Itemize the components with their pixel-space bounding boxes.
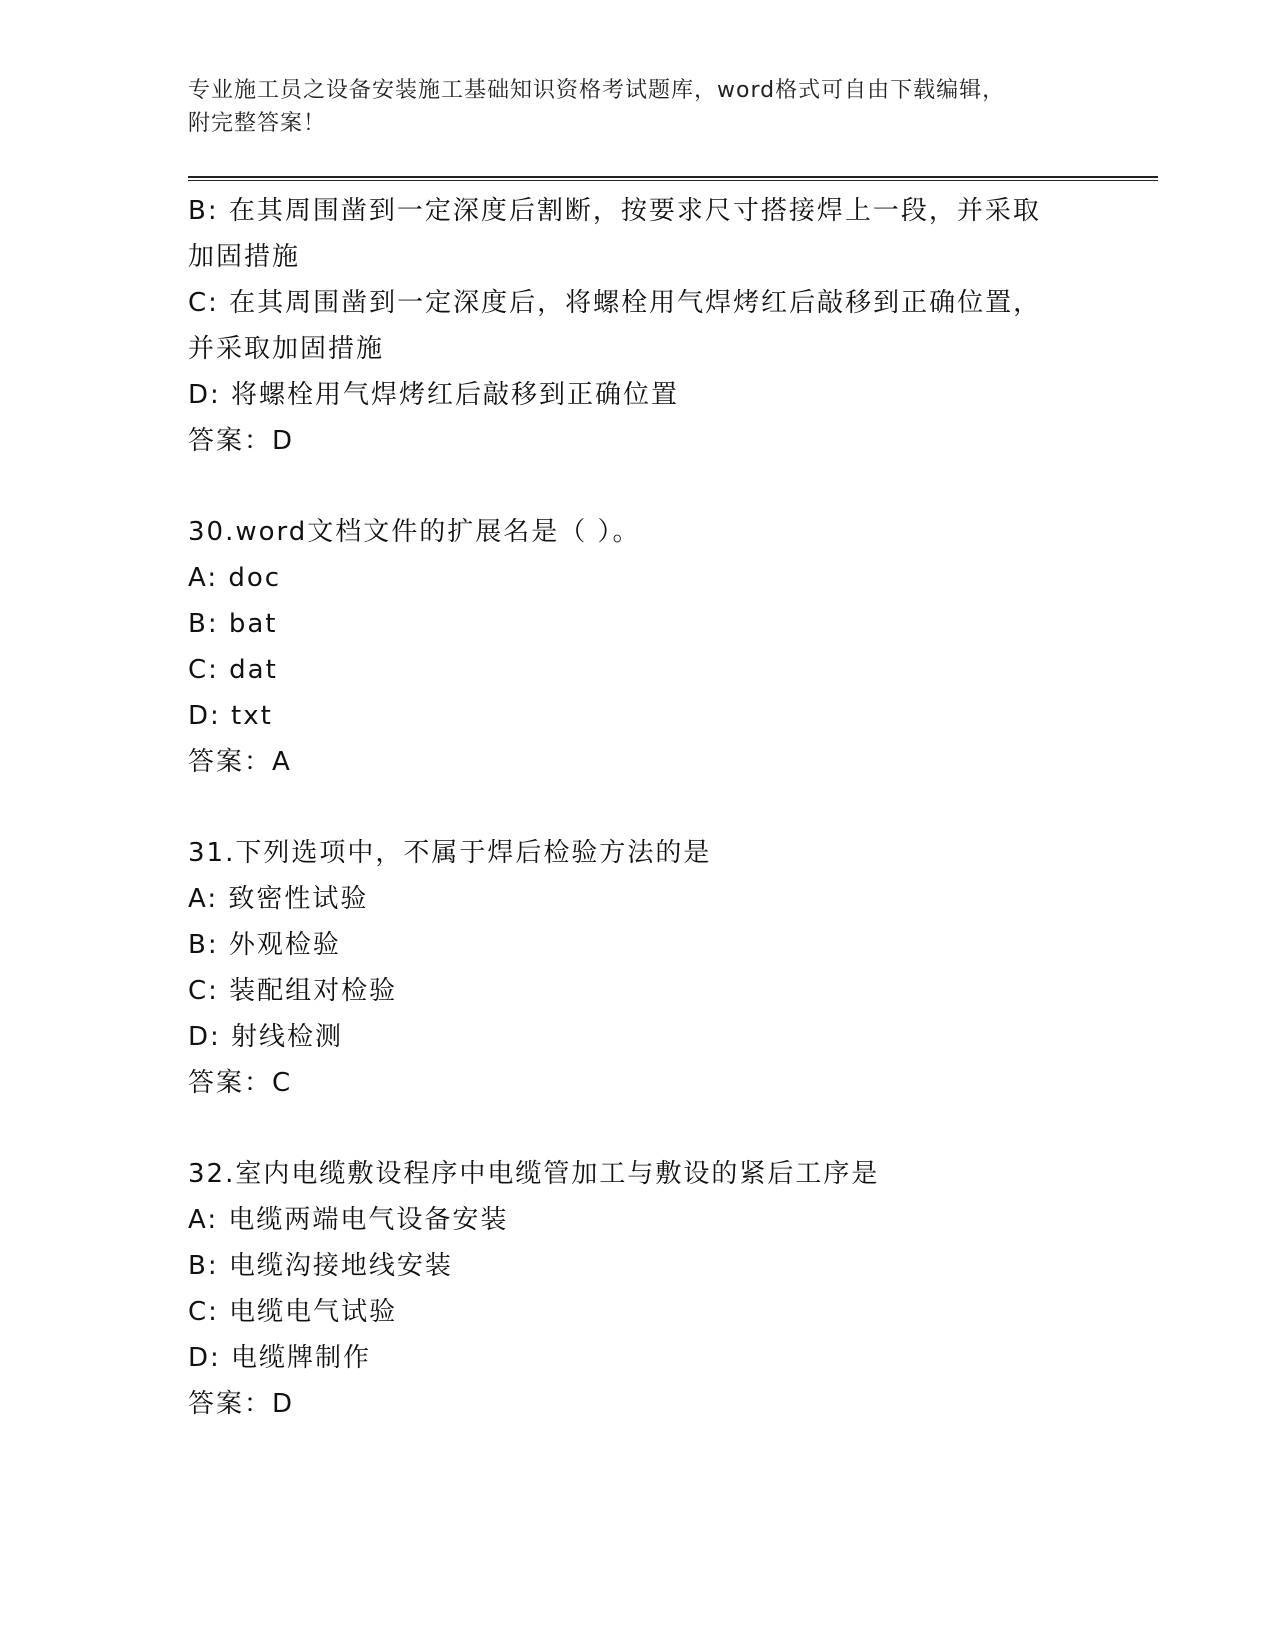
option-b-line-1: B: 在其周围凿到一定深度后割断，按要求尺寸搭接焊上一段，并采取 bbox=[188, 196, 1041, 226]
question-30 bbox=[188, 509, 1088, 785]
page-header bbox=[188, 74, 1088, 140]
option-a: A: 致密性试验 bbox=[188, 884, 369, 914]
spacer bbox=[188, 464, 1088, 509]
question-stem: 32.室内电缆敷设程序中电缆管加工与敷设的紧后工序是 bbox=[188, 1159, 880, 1189]
option-b: B: bat bbox=[188, 609, 278, 639]
question-29-continued bbox=[188, 188, 1088, 464]
question-31 bbox=[188, 830, 1088, 1106]
option-d: D: 电缆牌制作 bbox=[188, 1343, 372, 1373]
option-b: B: 外观检验 bbox=[188, 930, 341, 960]
option-c: C: 装配组对检验 bbox=[188, 976, 398, 1006]
option-b-line-2: 加固措施 bbox=[188, 242, 301, 272]
option-c: C: dat bbox=[188, 655, 278, 685]
option-d: D: txt bbox=[188, 701, 273, 731]
answer: 答案：D bbox=[188, 426, 295, 456]
question-stem: 30.word文档文件的扩展名是（ ）。 bbox=[188, 517, 641, 547]
option-d: D: 射线检测 bbox=[188, 1022, 344, 1052]
option-a: A: doc bbox=[188, 563, 282, 593]
header-divider bbox=[188, 176, 1158, 181]
option-b: B: 电缆沟接地线安装 bbox=[188, 1251, 453, 1281]
answer: 答案：C bbox=[188, 1068, 293, 1098]
option-c-line-1: C: 在其周围凿到一定深度后，将螺栓用气焊烤红后敲移到正确位置， bbox=[188, 288, 1042, 318]
answer: 答案：A bbox=[188, 747, 292, 777]
question-list bbox=[188, 188, 1088, 1427]
option-c-line-2: 并采取加固措施 bbox=[188, 334, 385, 364]
question-stem: 31.下列选项中，不属于焊后检验方法的是 bbox=[188, 838, 712, 868]
answer: 答案：D bbox=[188, 1389, 295, 1419]
header-line-2: 附完整答案！ bbox=[188, 111, 327, 136]
option-c: C: 电缆电气试验 bbox=[188, 1297, 398, 1327]
question-32 bbox=[188, 1151, 1088, 1427]
spacer bbox=[188, 785, 1088, 830]
header-line-1: 专业施工员之设备安装施工基础知识资格考试题库，word格式可自由下载编辑， bbox=[188, 78, 1006, 103]
option-a: A: 电缆两端电气设备安装 bbox=[188, 1205, 509, 1235]
spacer bbox=[188, 1106, 1088, 1151]
option-d: D: 将螺栓用气焊烤红后敲移到正确位置 bbox=[188, 380, 680, 410]
